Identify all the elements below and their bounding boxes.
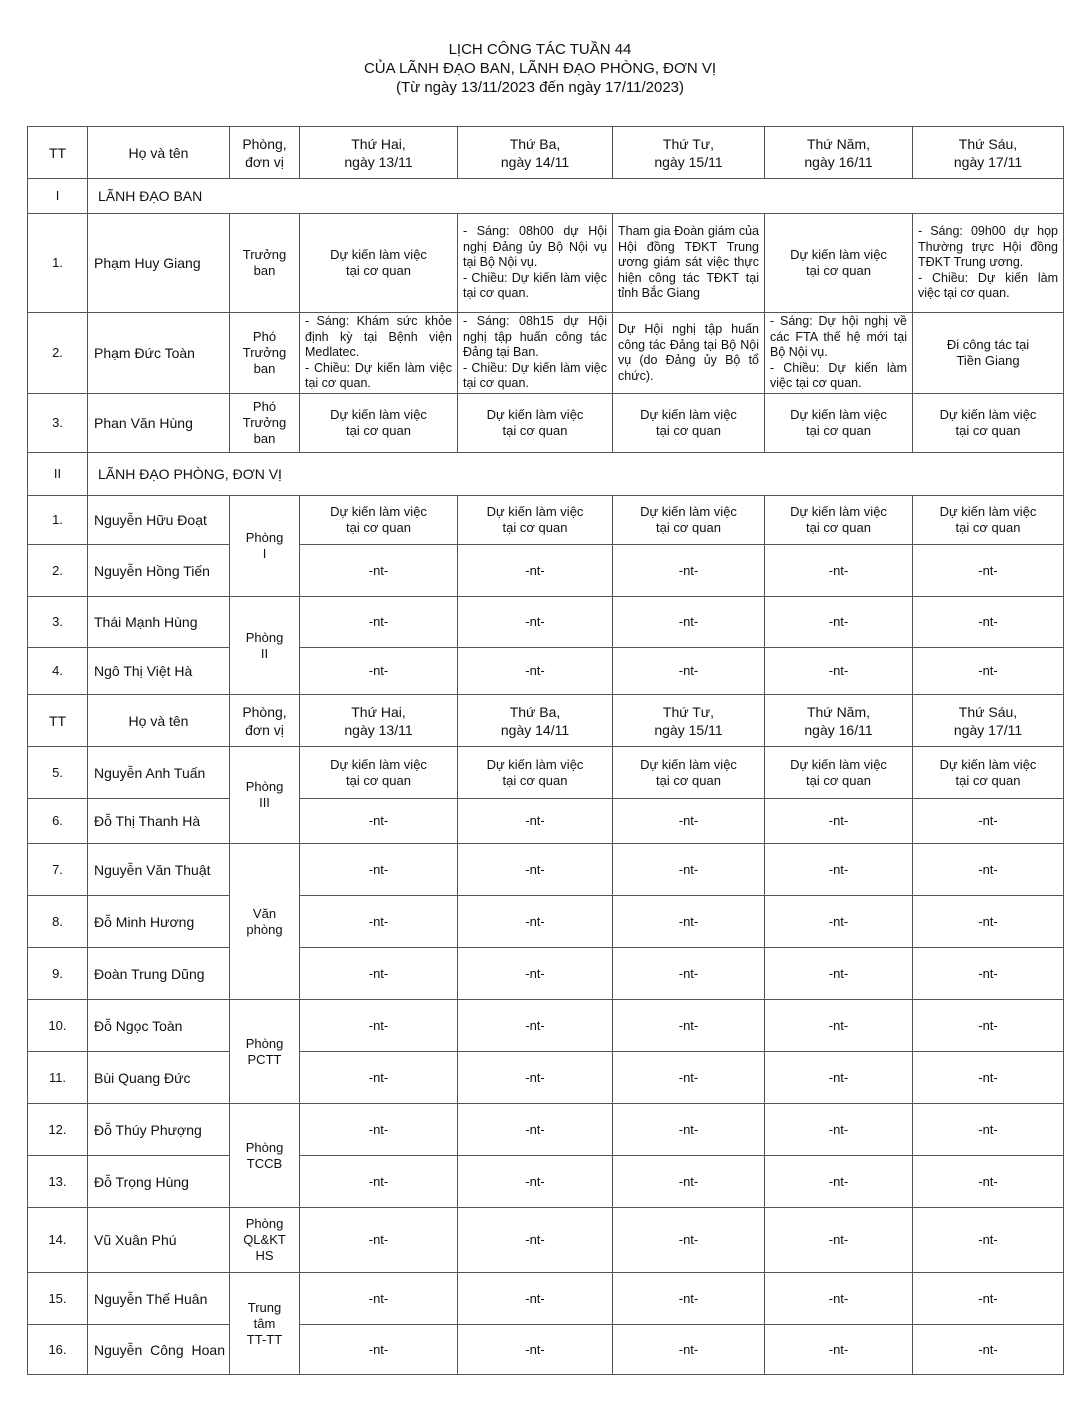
- schedule-cell: -nt-: [300, 597, 458, 648]
- person-name: Đỗ Ngọc Toàn: [88, 1000, 230, 1052]
- person-name: Nguyễn Hữu Đoạt: [88, 496, 230, 545]
- schedule-cell: Dự kiến làm việc tại cơ quan: [613, 747, 765, 799]
- table-row: [28, 1156, 1064, 1208]
- schedule-cell: -nt-: [913, 597, 1064, 648]
- section-label: LÃNH ĐẠO BAN: [88, 179, 1064, 214]
- schedule-cell: Dự kiến làm việc tại cơ quan: [300, 394, 458, 453]
- table-row: [28, 1208, 1064, 1273]
- row-number: 4.: [28, 648, 88, 695]
- schedule-cell: -nt-: [765, 545, 913, 597]
- schedule-cell: -nt-: [300, 1104, 458, 1156]
- person-name: Bùi Quang Đức: [88, 1052, 230, 1104]
- unit-cell: Văn phòng: [230, 844, 300, 1000]
- person-name: Nguyễn Công Hoan: [88, 1325, 230, 1375]
- unit-cell: Trưởng ban: [230, 214, 300, 313]
- schedule-cell: -nt-: [300, 799, 458, 844]
- table-row: [28, 1052, 1064, 1104]
- row-number: 12.: [28, 1104, 88, 1156]
- schedule-cell: -nt-: [913, 1104, 1064, 1156]
- person-name: Đỗ Thúy Phượng: [88, 1104, 230, 1156]
- schedule-cell: -nt-: [300, 948, 458, 1000]
- schedule-cell: -nt-: [765, 1104, 913, 1156]
- schedule-cell: -nt-: [458, 1208, 613, 1273]
- row-number: 1.: [28, 214, 88, 313]
- schedule-cell: -nt-: [765, 1208, 913, 1273]
- row-number: 11.: [28, 1052, 88, 1104]
- table-row: [28, 747, 1064, 799]
- header-day: Thứ Năm, ngày 16/11: [765, 695, 913, 747]
- schedule-cell: -nt-: [913, 1000, 1064, 1052]
- header-day: Thứ Tư, ngày 15/11: [613, 695, 765, 747]
- row-number: 9.: [28, 948, 88, 1000]
- schedule-cell: -nt-: [765, 844, 913, 896]
- schedule-cell: -nt-: [300, 844, 458, 896]
- person-name: Nguyễn Thế Huân: [88, 1273, 230, 1325]
- schedule-cell: -nt-: [765, 648, 913, 695]
- schedule-cell: -nt-: [765, 948, 913, 1000]
- header-day: Thứ Tư, ngày 15/11: [613, 127, 765, 179]
- table-row: [28, 545, 1064, 597]
- schedule-cell: -nt-: [913, 844, 1064, 896]
- schedule-cell: Đi công tác tại Tiền Giang: [913, 313, 1064, 394]
- schedule-cell: - Sáng: 08h15 dự Hội nghị tập huấn công tác Đảng tại Ban. - Chiều: Dự kiến làm việc tại cơ quan.: [458, 313, 613, 394]
- schedule-cell: -nt-: [300, 1000, 458, 1052]
- unit-cell: Phòng I: [230, 496, 300, 597]
- header-name: Họ và tên: [88, 695, 230, 747]
- table-row: [28, 1000, 1064, 1052]
- table-row: [28, 844, 1064, 896]
- section-label: LÃNH ĐẠO PHÒNG, ĐƠN VỊ: [88, 453, 1064, 496]
- section-row: [28, 179, 1064, 214]
- schedule-cell: Dự kiến làm việc tại cơ quan: [458, 394, 613, 453]
- schedule-cell: -nt-: [458, 1325, 613, 1375]
- schedule-cell: -nt-: [765, 1156, 913, 1208]
- row-number: 8.: [28, 896, 88, 948]
- schedule-cell: Dự kiến làm việc tại cơ quan: [613, 496, 765, 545]
- row-number: 2.: [28, 313, 88, 394]
- person-name: Ngô Thị Việt Hà: [88, 648, 230, 695]
- schedule-cell: -nt-: [613, 1273, 765, 1325]
- schedule-cell: -nt-: [613, 1325, 765, 1375]
- schedule-cell: -nt-: [458, 1052, 613, 1104]
- schedule-cell: -nt-: [613, 1000, 765, 1052]
- schedule-cell: -nt-: [613, 1104, 765, 1156]
- person-name: Phạm Đức Toàn: [88, 313, 230, 394]
- schedule-cell: -nt-: [458, 948, 613, 1000]
- header-day: Thứ Năm, ngày 16/11: [765, 127, 913, 179]
- schedule-cell: -nt-: [765, 1052, 913, 1104]
- table-row: [28, 648, 1064, 695]
- schedule-cell: -nt-: [913, 1156, 1064, 1208]
- schedule-cell: -nt-: [458, 1104, 613, 1156]
- header-day: Thứ Hai, ngày 13/11: [300, 127, 458, 179]
- unit-cell: Trung tâm TT-TT: [230, 1273, 300, 1375]
- section-number: I: [28, 179, 88, 214]
- header-day: Thứ Sáu, ngày 17/11: [913, 127, 1064, 179]
- schedule-cell: -nt-: [458, 896, 613, 948]
- schedule-cell: -nt-: [613, 948, 765, 1000]
- schedule-cell: -nt-: [300, 1208, 458, 1273]
- row-number: 13.: [28, 1156, 88, 1208]
- schedule-cell: -nt-: [913, 1052, 1064, 1104]
- schedule-cell: -nt-: [913, 896, 1064, 948]
- schedule-cell: Dự Hội nghị tập huấn công tác Đảng tại Bộ Nội vụ (do Đảng ủy Bộ tổ chức).: [613, 313, 765, 394]
- unit-cell: Phòng III: [230, 747, 300, 844]
- person-name: Phạm Huy Giang: [88, 214, 230, 313]
- row-number: 16.: [28, 1325, 88, 1375]
- header-row: [28, 127, 1064, 179]
- header-tt: TT: [28, 695, 88, 747]
- schedule-cell: Dự kiến làm việc tại cơ quan: [300, 747, 458, 799]
- schedule-cell: -nt-: [765, 597, 913, 648]
- schedule-cell: -nt-: [300, 1052, 458, 1104]
- section-row: [28, 453, 1064, 496]
- schedule-cell: Dự kiến làm việc tại cơ quan: [765, 747, 913, 799]
- schedule-cell: Dự kiến làm việc tại cơ quan: [913, 394, 1064, 453]
- row-number: 3.: [28, 597, 88, 648]
- header-unit: Phòng, đơn vị: [230, 127, 300, 179]
- header-day: Thứ Hai, ngày 13/11: [300, 695, 458, 747]
- schedule-cell: -nt-: [300, 1156, 458, 1208]
- person-name: Nguyễn Văn Thuật: [88, 844, 230, 896]
- schedule-cell: Dự kiến làm việc tại cơ quan: [300, 214, 458, 313]
- schedule-cell: Tham gia Đoàn giám của Hội đồng TĐKT Trung ương giám sát việc thực hiện công tác TĐKT tại tỉnh Bắc Giang: [613, 214, 765, 313]
- schedule-cell: -nt-: [458, 648, 613, 695]
- schedule-cell: - Sáng: Khám sức khỏe định kỳ tại Bệnh viện Medlatec. - Chiều: Dự kiến làm việc tại cơ quan.: [300, 313, 458, 394]
- row-number: 3.: [28, 394, 88, 453]
- schedule-cell: -nt-: [765, 1273, 913, 1325]
- schedule-cell: Dự kiến làm việc tại cơ quan: [458, 747, 613, 799]
- document-title: [0, 40, 1080, 97]
- schedule-cell: Dự kiến làm việc tại cơ quan: [613, 394, 765, 453]
- schedule-cell: -nt-: [300, 648, 458, 695]
- schedule-cell: -nt-: [913, 1208, 1064, 1273]
- unit-cell: Phòng PCTT: [230, 1000, 300, 1104]
- table-row: [28, 1325, 1064, 1375]
- table-row: [28, 313, 1064, 394]
- schedule-cell: Dự kiến làm việc tại cơ quan: [765, 214, 913, 313]
- schedule-cell: Dự kiến làm việc tại cơ quan: [765, 496, 913, 545]
- header-unit: Phòng, đơn vị: [230, 695, 300, 747]
- schedule-cell: -nt-: [613, 844, 765, 896]
- schedule-cell: -nt-: [913, 1273, 1064, 1325]
- row-number: 2.: [28, 545, 88, 597]
- table-row: [28, 948, 1064, 1000]
- person-name: Nguyễn Anh Tuấn: [88, 747, 230, 799]
- person-name: Đỗ Thị Thanh Hà: [88, 799, 230, 844]
- title-line-1: LỊCH CÔNG TÁC TUẦN 44: [448, 41, 632, 58]
- schedule-cell: -nt-: [458, 1156, 613, 1208]
- row-number: 6.: [28, 799, 88, 844]
- schedule-cell: Dự kiến làm việc tại cơ quan: [458, 496, 613, 545]
- schedule-cell: -nt-: [613, 1052, 765, 1104]
- person-name: Đỗ Trọng Hùng: [88, 1156, 230, 1208]
- title-line-2: CỦA LÃNH ĐẠO BAN, LÃNH ĐẠO PHÒNG, ĐƠN VỊ: [363, 60, 717, 77]
- schedule-cell: -nt-: [913, 799, 1064, 844]
- header-day: Thứ Ba, ngày 14/11: [458, 695, 613, 747]
- schedule-cell: -nt-: [913, 948, 1064, 1000]
- schedule-cell: -nt-: [613, 597, 765, 648]
- table-row: [28, 597, 1064, 648]
- schedule-cell: -nt-: [913, 1325, 1064, 1375]
- schedule-cell: -nt-: [458, 799, 613, 844]
- table-row: [28, 1104, 1064, 1156]
- table-row: [28, 496, 1064, 545]
- unit-cell: Phó Trưởng ban: [230, 394, 300, 453]
- schedule-cell: - Sáng: Dự hội nghị về các FTA thế hệ mới tại Bộ Nội vụ. - Chiều: Dự kiến làm việc tại cơ quan.: [765, 313, 913, 394]
- schedule-cell: -nt-: [613, 799, 765, 844]
- schedule-cell: -nt-: [613, 896, 765, 948]
- header-row: [28, 695, 1064, 747]
- schedule-cell: -nt-: [458, 1273, 613, 1325]
- unit-cell: Phòng QL&KT HS: [230, 1208, 300, 1273]
- schedule-cell: Dự kiến làm việc tại cơ quan: [913, 747, 1064, 799]
- row-number: 10.: [28, 1000, 88, 1052]
- schedule-cell: - Sáng: 08h00 dự Hội nghị Đảng ủy Bộ Nội vụ tại Bộ Nội vụ. - Chiều: Dự kiến làm việc tại cơ quan.: [458, 214, 613, 313]
- header-day: Thứ Sáu, ngày 17/11: [913, 695, 1064, 747]
- schedule-cell: -nt-: [765, 896, 913, 948]
- schedule-cell: -nt-: [765, 1000, 913, 1052]
- schedule-cell: -nt-: [458, 844, 613, 896]
- schedule-cell: -nt-: [913, 545, 1064, 597]
- unit-cell: Phòng II: [230, 597, 300, 695]
- schedule-cell: -nt-: [613, 648, 765, 695]
- schedule-cell: - Sáng: 09h00 dự họp Thường trực Hội đồng TĐKT Trung ương. - Chiều: Dự kiến làm việc tại cơ quan.: [913, 214, 1064, 313]
- person-name: Thái Mạnh Hùng: [88, 597, 230, 648]
- table-row: [28, 896, 1064, 948]
- header-tt: TT: [28, 127, 88, 179]
- schedule-cell: -nt-: [300, 896, 458, 948]
- schedule-cell: Dự kiến làm việc tại cơ quan: [300, 496, 458, 545]
- row-number: 1.: [28, 496, 88, 545]
- schedule-cell: -nt-: [613, 1156, 765, 1208]
- row-number: 5.: [28, 747, 88, 799]
- schedule-cell: Dự kiến làm việc tại cơ quan: [913, 496, 1064, 545]
- table-row: [28, 214, 1064, 313]
- schedule-cell: -nt-: [765, 1325, 913, 1375]
- schedule-cell: -nt-: [458, 1000, 613, 1052]
- schedule-cell: -nt-: [458, 597, 613, 648]
- schedule-cell: -nt-: [300, 1325, 458, 1375]
- schedule-cell: -nt-: [300, 1273, 458, 1325]
- table-row: [28, 394, 1064, 453]
- person-name: Đoàn Trung Dũng: [88, 948, 230, 1000]
- row-number: 14.: [28, 1208, 88, 1273]
- section-number: II: [28, 453, 88, 496]
- schedule-cell: -nt-: [613, 1208, 765, 1273]
- table-row: [28, 799, 1064, 844]
- schedule-table: [27, 126, 1064, 1375]
- person-name: Đỗ Minh Hương: [88, 896, 230, 948]
- person-name: Phan Văn Hùng: [88, 394, 230, 453]
- schedule-cell: -nt-: [300, 545, 458, 597]
- schedule-cell: -nt-: [613, 545, 765, 597]
- person-name: Nguyễn Hồng Tiến: [88, 545, 230, 597]
- table-row: [28, 1273, 1064, 1325]
- person-name: Vũ Xuân Phú: [88, 1208, 230, 1273]
- schedule-cell: -nt-: [765, 799, 913, 844]
- title-line-3: (Từ ngày 13/11/2023 đến ngày 17/11/2023): [395, 79, 685, 96]
- schedule-cell: -nt-: [913, 648, 1064, 695]
- schedule-cell: -nt-: [458, 545, 613, 597]
- unit-cell: Phó Trưởng ban: [230, 313, 300, 394]
- header-day: Thứ Ba, ngày 14/11: [458, 127, 613, 179]
- unit-cell: Phòng TCCB: [230, 1104, 300, 1208]
- row-number: 7.: [28, 844, 88, 896]
- row-number: 15.: [28, 1273, 88, 1325]
- schedule-cell: Dự kiến làm việc tại cơ quan: [765, 394, 913, 453]
- header-name: Họ và tên: [88, 127, 230, 179]
